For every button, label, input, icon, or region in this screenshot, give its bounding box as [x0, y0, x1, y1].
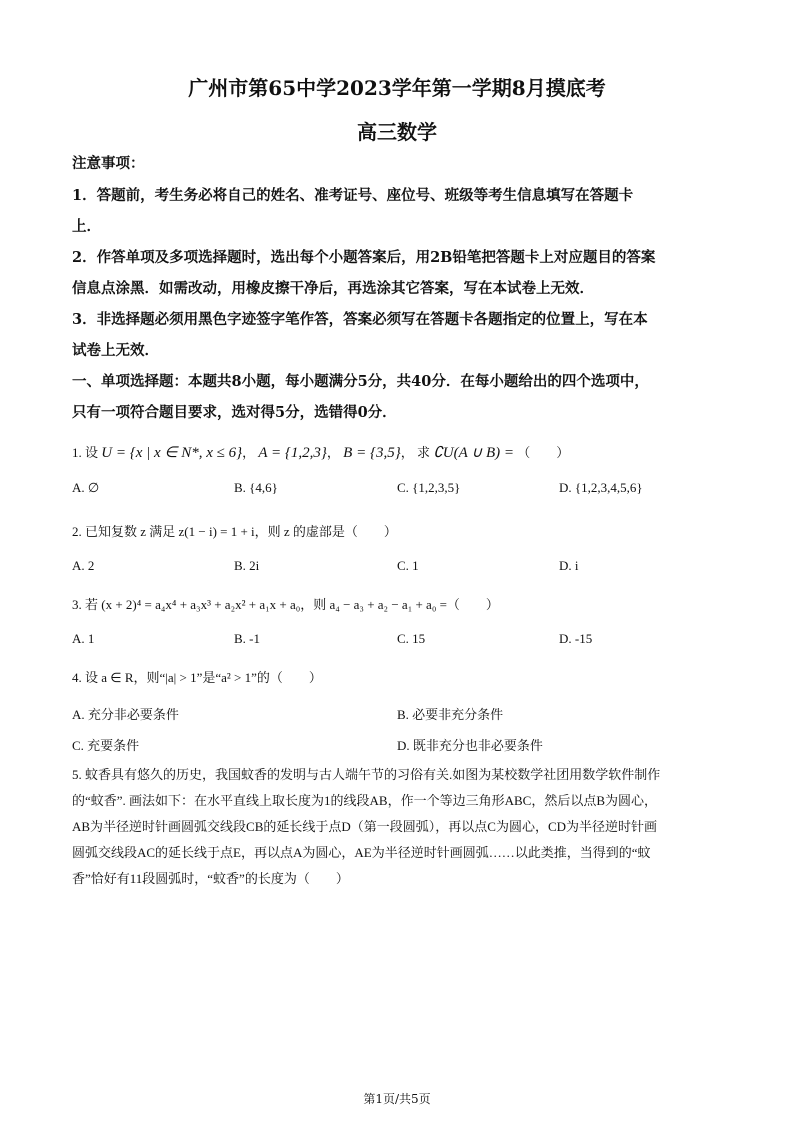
question-3-option-d: D. -15 — [559, 631, 593, 646]
note-2-line-1: 2．作答单项及多项选择题时，选出每个小题答案后，用2B铅笔把答题卡上对应题目的答案 — [72, 249, 656, 266]
question-3-option-b: B. -1 — [234, 631, 260, 646]
note-3-line-1: 3．非选择题必须用黑色字迹签字笔作答，答案必须写在答题卡各题指定的位置上，写在本 — [72, 311, 648, 328]
question-1-blank: （ ） — [517, 445, 570, 460]
notes-heading: 注意事项： — [72, 155, 145, 172]
page-number: 第1页/共5页 — [363, 1092, 431, 1106]
question-5-line-2: 的“蚊香”. 画法如下：在水平直线上取长度为1的线段AB，作一个等边三角形ABC，然后以点B为圆心， — [72, 793, 658, 808]
question-1-expression: ∁U(A ∪ B) = — [433, 445, 515, 461]
question-1-set-a: A = {1,2,3} — [258, 445, 327, 461]
question-5-line-3: AB为半径逆时针画圆弧交线段CB的延长线于点D（第一段圆弧），再以点C为圆心，CD为半径逆时针画 — [72, 819, 658, 834]
question-2-option-c: C. 1 — [397, 558, 419, 573]
note-3-line-2: 试卷上无效． — [72, 342, 159, 359]
question-2-option-b: B. 2i — [234, 558, 260, 573]
question-2-stem: 2. 已知复数 z 满足 z(1 − i) = 1 + i，则 z 的虚部是（ ） — [72, 524, 397, 539]
question-1-option-d: D. {1,2,3,4,5,6} — [559, 480, 643, 495]
question-4-option-c: C. 充要条件 — [72, 738, 140, 753]
question-1-option-c: C. {1,2,3,5} — [397, 480, 461, 495]
question-5-stem — [72, 762, 722, 892]
section-1-instructions-line-1: 一、单项选择题：本题共8小题，每小题满分5分，共40分．在每小题给出的四个选项中， — [72, 373, 649, 390]
question-4-option-a: A. 充分非必要条件 — [72, 707, 179, 722]
question-1-option-b: B. {4,6} — [234, 480, 278, 495]
note-2-line-2: 信息点涂黑．如需改动，用橡皮擦干净后，再选涂其它答案，写在本试卷上无效． — [72, 280, 594, 297]
question-5-line-4: 圆弧交线段AC的延长线于点E，再以点A为圆心，AE为半径逆时针画圆弧……以此类推，当得到的“蚊 — [72, 845, 651, 860]
question-2-option-a: A. 2 — [72, 558, 95, 573]
question-1-ask: 求 — [416, 445, 430, 460]
note-1-line-2: 上． — [72, 218, 101, 235]
exam-subject: 高三数学 — [357, 120, 437, 144]
section-1-instructions-line-2: 只有一项符合题目要求，选对得5分，选错得0分． — [72, 404, 397, 421]
question-5-line-1: 5. 蚊香具有悠久的历史，我国蚊香的发明与古人端午节的习俗有关.如图为某校数学社团用数学软件制作 — [72, 767, 661, 782]
question-1-set-b: B = {3,5} — [343, 445, 401, 461]
question-3-option-c: C. 15 — [397, 631, 426, 646]
question-5-line-5: 香”恰好有11段圆弧时，“蚊香”的长度为（ ） — [72, 871, 349, 886]
exam-title: 广州市第65中学2023学年第一学期8月摸底考 — [188, 76, 606, 100]
question-3-stem: 3. 若 (x + 2)⁴ = a₄x⁴ + a₃x³ + a₂x² + a₁x + a₀，则 a₄ − a₃ + a₂ − a₁ + a₀ =（ ） — [72, 597, 499, 612]
question-1-stem: 1. 设 U = {x | x ∈ N*, x ≤ 6}， A = {1,2,3}， B = {3,5}， 求 ∁U(A ∪ B) = （ ） — [72, 445, 570, 461]
question-1-set-u: U = {x | x ∈ N*, x ≤ 6} — [101, 445, 243, 461]
question-1-prefix: 1. 设 — [72, 445, 99, 460]
question-4-option-b: B. 必要非充分条件 — [397, 707, 504, 722]
question-3-option-a: A. 1 — [72, 631, 95, 646]
question-4-option-d: D. 既非充分也非必要条件 — [397, 738, 543, 753]
question-1-option-a: A. ∅ — [72, 480, 100, 495]
question-2-option-d: D. i — [559, 558, 579, 573]
note-1-line-1: 1．答题前，考生务必将自己的姓名、准考证号、座位号、班级等考生信息填写在答题卡 — [72, 187, 634, 204]
question-4-stem: 4. 设 a ∈ R，则“|a| > 1”是“a² > 1”的（ ） — [72, 670, 322, 685]
